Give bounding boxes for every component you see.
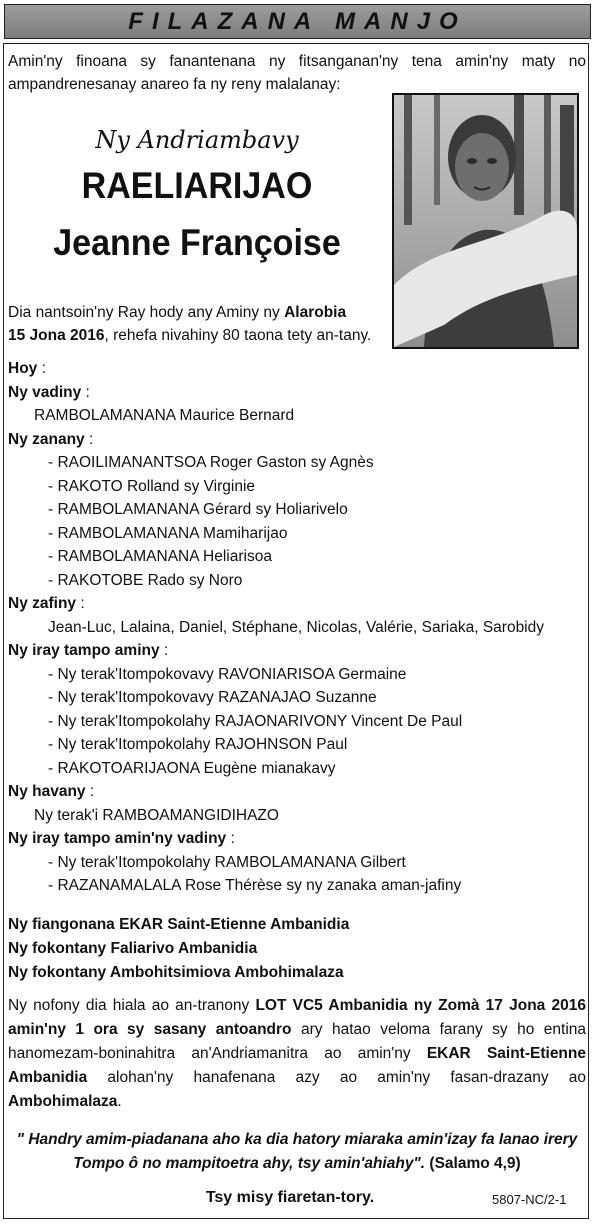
- family-member: - Ny terak'Itompokovavy RAVONIARISOA Germaine: [48, 665, 407, 683]
- family-groups: [8, 381, 588, 898]
- death-day: Alarobia: [284, 304, 347, 321]
- family-member: - RAKOTO Rolland sy Virginie: [48, 477, 256, 495]
- church-line: Ny fokontany Ambohitsimiova Ambohimalaza: [8, 964, 344, 981]
- verse-reference: (Salamo 4,9): [429, 1155, 521, 1172]
- notice-header: FILAZANA MANJO: [4, 4, 591, 39]
- death-text-after: , rehefa nivahiny 80 taona tety an-tany.: [104, 327, 372, 344]
- funeral-text: .: [117, 1093, 122, 1110]
- funeral-text: ary hatao veloma farany sy ho entina hanomezam-boninahitra an'Andriamanitra ao amin'ny: [8, 1021, 587, 1062]
- family-group-label: Ny vadiny :: [8, 383, 90, 401]
- family-group-label: Ny zafiny :: [8, 595, 85, 612]
- funeral-details: [8, 994, 586, 1114]
- family-member: - Ny terak'Itompokovavy RAZANAJAO Suzanne: [48, 689, 377, 706]
- deceased-given-names: Jeanne Françoise: [53, 222, 341, 263]
- deceased-portrait: [392, 93, 579, 349]
- intro-text: Amin'ny finoana sy fanantenana ny fitsanganan'ny tena amin'ny maty no ampandrenesanay anareo fa ny reny malalanay:: [8, 53, 586, 93]
- family-group-label: Ny zanany :: [8, 430, 94, 448]
- family-group-label: Ny iray tampo aminy :: [8, 642, 169, 659]
- deceased-honorific: Ny Andriambavy: [95, 126, 299, 154]
- funeral-text: alohan'ny hanafenana azy ao amin'ny fasan-drazany ao: [87, 1069, 586, 1086]
- family-member: - Ny terak'Itompokolahy RAMBOLAMANANA Gilbert: [48, 853, 406, 871]
- family-member: - RAMBOLAMANANA Gérard sy Holiarivelo: [48, 501, 348, 518]
- church-line: Ny fokontany Faliarivo Ambanidia: [8, 940, 258, 957]
- family-member: - RAOILIMANANTSOA Roger Gaston sy Agnès: [48, 454, 374, 471]
- family-member: Ny terak'i RAMBOAMANGIDIHAZO: [34, 806, 279, 824]
- family-member: - RAKOTOARIJAONA Eugène mianakavy: [48, 759, 336, 777]
- family-member: Jean-Luc, Lalaina, Daniel, Stéphane, Nicolas, Valérie, Sariaka, Sarobidy: [48, 618, 544, 636]
- family-group-label: Ny iray tampo amin'ny vadiny :: [8, 830, 235, 847]
- death-announcement: [8, 301, 388, 347]
- verse-text: " Handry amim-piadanana aho ka dia hatory miaraka amin'izay fa Ianao irery Tompo ô no mampitoetra ahy, tsy amin'ahiahy".: [16, 1131, 578, 1172]
- deceased-surname: RAELIARIJAO: [81, 165, 313, 206]
- family-hoy: Hoy :: [8, 360, 46, 377]
- funeral-burial-place: Ambohimalaza: [8, 1093, 118, 1110]
- death-date: 15 Jona 2016: [8, 327, 105, 344]
- funeral-text: Ny nofony dia hiala ao an-tranony: [8, 997, 256, 1014]
- family-member: RAMBOLAMANANA Maurice Bernard: [34, 407, 295, 424]
- funeral-church: EKAR Saint-Etienne Ambanidia: [8, 1045, 586, 1086]
- funeral-place-time: LOT VC5 Ambanidia ny Zomà 17 Jona 2016 amin'ny 1 ora sy sasany antoandro: [8, 997, 586, 1038]
- bible-verse: [8, 1128, 586, 1176]
- family-group-label: Ny havany :: [8, 783, 95, 800]
- family-member: - RAZANAMALALA Rose Thérèse sy ny zanaka aman-jafiny: [48, 877, 462, 894]
- portrait-image: [394, 95, 577, 347]
- family-member: - RAMBOLAMANANA Mamiharijao: [48, 524, 288, 542]
- church-line: Ny fiangonana EKAR Saint-Etienne Ambanidia: [8, 916, 350, 933]
- family-member: - Ny terak'Itompokolahy RAJOHNSON Paul: [48, 736, 348, 753]
- closing-line: Tsy misy fiaretan-tory.: [205, 1189, 375, 1206]
- death-text-before: Dia nantsoin'ny Ray hody any Aminy ny: [8, 304, 285, 321]
- family-member: - RAMBOLAMANANA Heliarisoa: [48, 548, 272, 565]
- family-list: [8, 357, 588, 898]
- church-and-community: [8, 913, 588, 985]
- notice-code: 5807-NC/2-1: [492, 1192, 567, 1207]
- family-member: - Ny terak'Itompokolahy RAJAONARIVONY Vincent De Paul: [48, 712, 463, 730]
- family-member: - RAKOTOBE Rado sy Noro: [48, 571, 243, 589]
